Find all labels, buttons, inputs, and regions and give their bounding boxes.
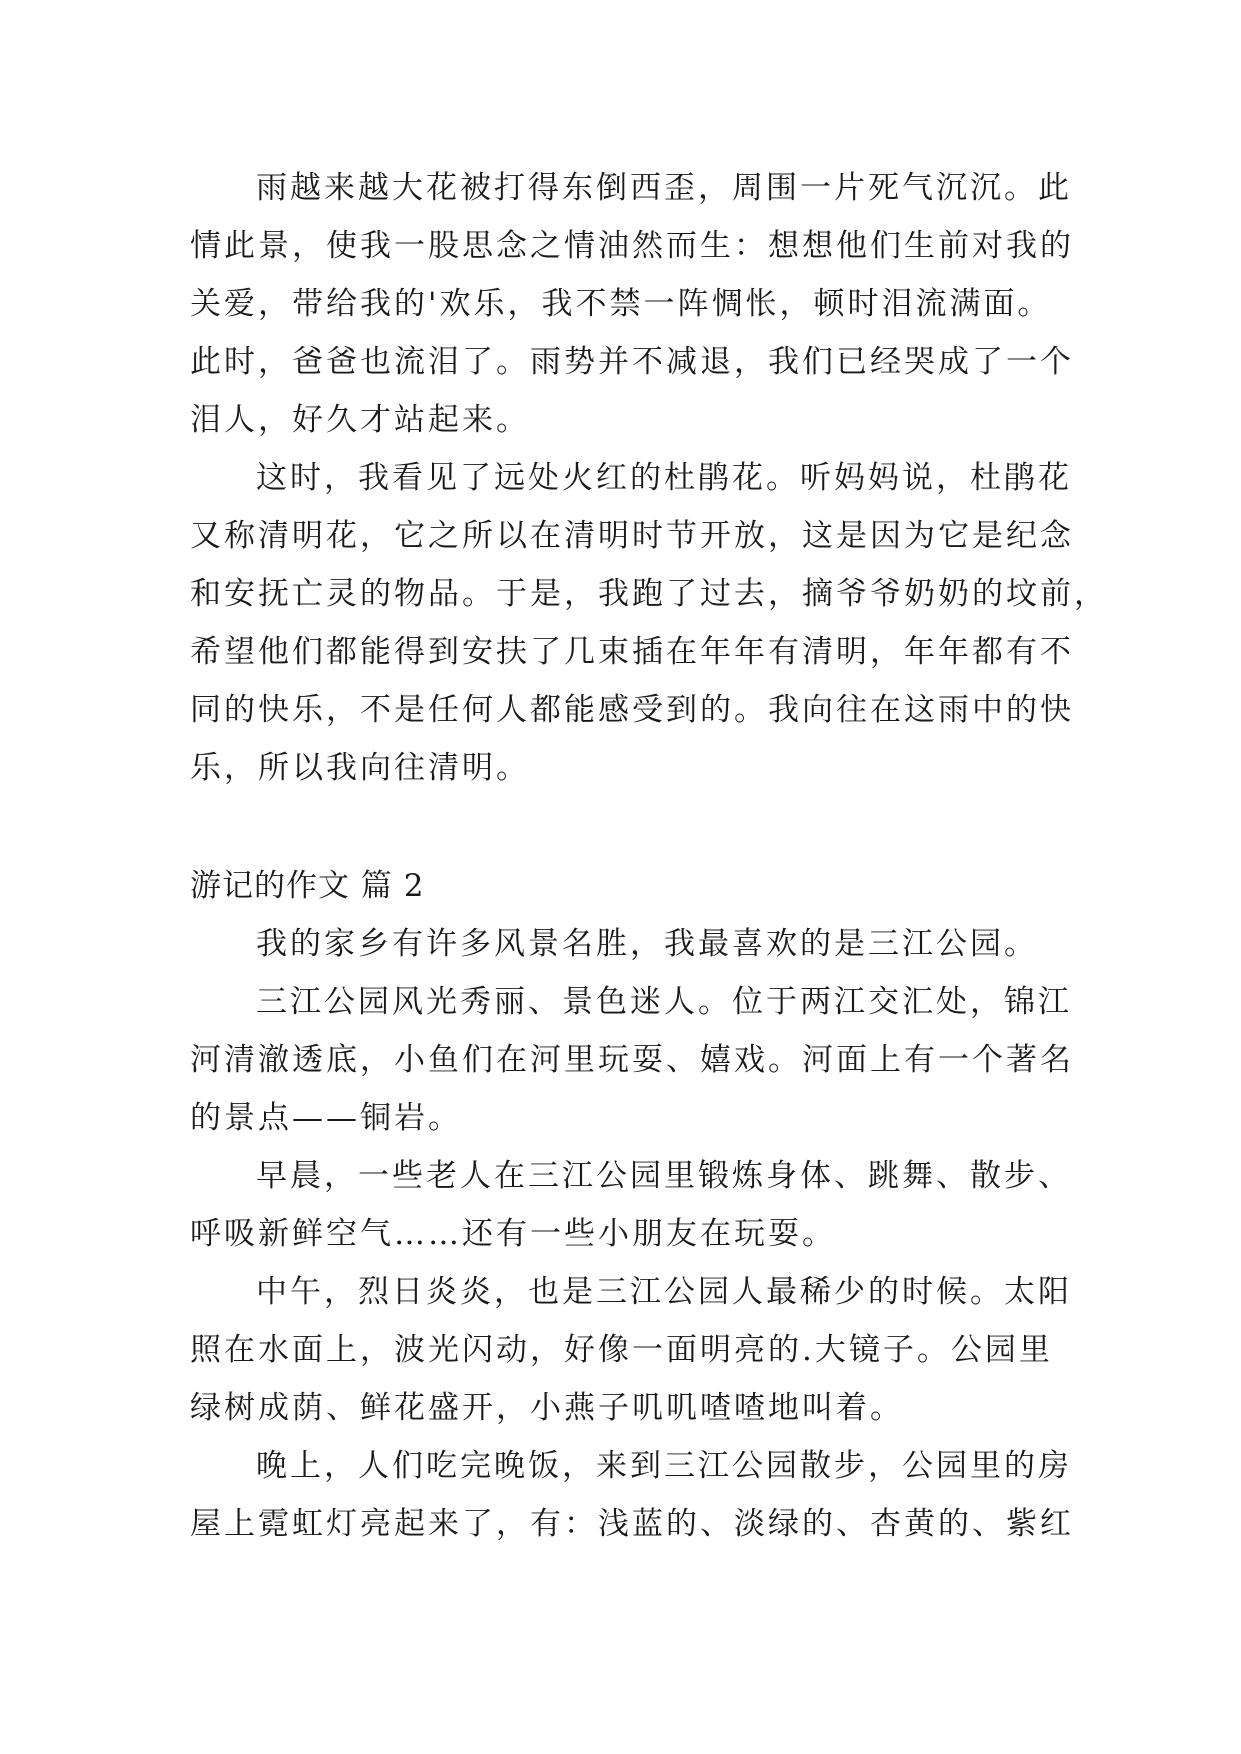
section-heading: 游记的作文 篇 2 [190,868,425,904]
paragraph-line: 又称清明花，它之所以在清明时节开放，这是因为它是纪念 [190,518,1074,554]
paragraph-line: 希望他们都能得到安扶了几束插在年年有清明，年年都有不 [190,634,1074,670]
paragraph-line: 呼吸新鲜空气……还有一些小朋友在玩耍。 [190,1216,836,1252]
essay-part-1 [190,159,1108,797]
paragraph-line: 雨越来越大花被打得东倒西歪，周围一片死气沉沉。此 [256,170,1072,206]
paragraph-line: 三江公园风光秀丽、景色迷人。位于两江交汇处，锦江 [256,984,1072,1020]
paragraph-line: 乐，所以我向往清明。 [190,750,530,786]
paragraph-line: 和安抚亡灵的物品。于是，我跑了过去，摘爷爷奶奶的坟前， [190,576,1108,612]
paragraph-line: 关爱，带给我的'欢乐，我不禁一阵惆怅，顿时泪流满面。 [190,286,1052,322]
paragraph-line: 泪人，好久才站起来。 [190,402,530,438]
essay-part-2 [190,915,1074,1553]
paragraph-line: 同的快乐，不是任何人都能感受到的。我向往在这雨中的快 [190,692,1074,728]
paragraph-line: 绿树成荫、鲜花盛开，小燕子叽叽喳喳地叫着。 [190,1390,904,1426]
paragraph-line: 这时，我看见了远处火红的杜鹃花。听妈妈说，杜鹃花 [256,460,1072,496]
paragraph-line: 晚上，人们吃完晚饭，来到三江公园散步，公园里的房 [256,1448,1072,1484]
paragraph-line: 的景点——铜岩。 [190,1100,462,1136]
paragraph-line: 中午，烈日炎炎，也是三江公园人最稀少的时候。太阳 [256,1274,1072,1310]
paragraph-line: 早晨，一些老人在三江公园里锻炼身体、跳舞、散步、 [256,1158,1072,1194]
paragraph-line: 此时，爸爸也流泪了。雨势并不减退，我们已经哭成了一个 [190,344,1074,380]
paragraph-line: 河清澈透底，小鱼们在河里玩耍、嬉戏。河面上有一个著名 [190,1042,1074,1078]
paragraph-line: 我的家乡有许多风景名胜，我最喜欢的是三江公园。 [256,926,1038,962]
paragraph-line: 情此景，使我一股思念之情油然而生：想想他们生前对我的 [190,228,1074,264]
paragraph-line: 照在水面上，波光闪动，好像一面明亮的.大镜子。公园里 [190,1332,1053,1368]
paragraph-line: 屋上霓虹灯亮起来了，有：浅蓝的、淡绿的、杏黄的、紫红 [190,1506,1074,1542]
